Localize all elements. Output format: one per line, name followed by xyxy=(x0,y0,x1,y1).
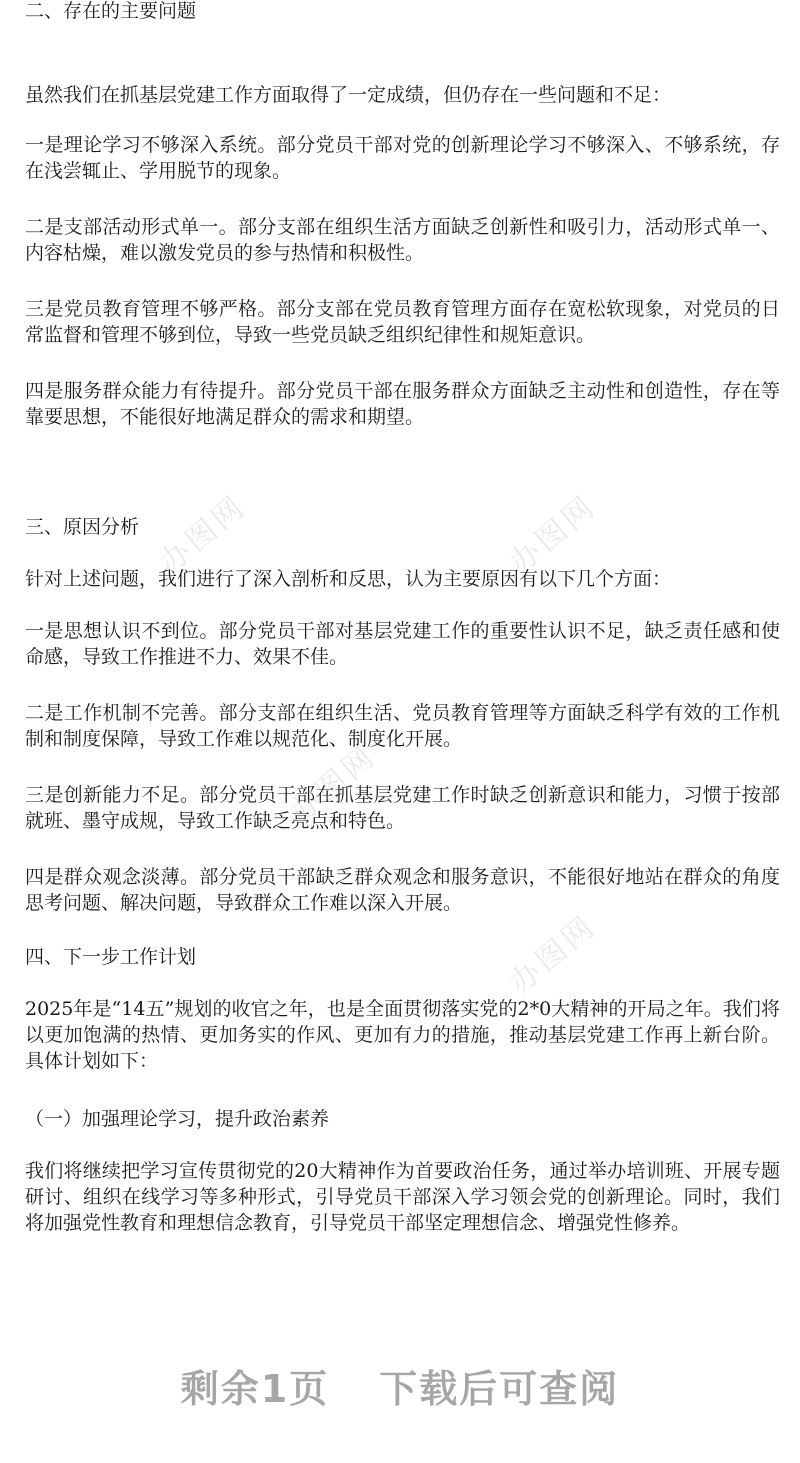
watermark-text: 办图网 xyxy=(502,488,604,581)
plan-sub-heading: （一）加强理论学习，提升政治素养 xyxy=(25,1108,330,1130)
watermark-text: 办图网 xyxy=(152,488,254,581)
plan-sub-text: 我们将继续把学习宣传贯彻党的20大精神作为首要政治任务，通过举办培训班、开展专题研讨、组织在线学习等多种形式，引导党员干部深入学习领会党的创新理论。同时，我们将加强党性教育和理想信念教育，引导党员干部坚定理想信念、增强党性修养。 xyxy=(25,1160,780,1234)
section-heading-causes: 三、原因分析 xyxy=(25,516,140,538)
cause-item-1: 一是思想认识不到位。部分党员干部对基层党建工作的重要性认识不足，缺乏责任感和使命感，导致工作推进不力、效果不佳。 xyxy=(25,620,780,668)
plan-intro: 2025年是“14五”规划的收官之年，也是全面贯彻落实党的2*0大精神的开局之年。我们将以更加饱满的热情、更加务实的作风、更加有力的措施，推动基层党建工作再上新台阶。具体计划如下： xyxy=(25,998,780,1072)
cause-item-4: 四是群众观念淡薄。部分党员干部缺乏群众观念和服务意识，不能很好地站在群众的角度思考问题、解决问题，导致群众工作难以深入开展。 xyxy=(25,866,780,914)
problem-item-2: 二是支部活动形式单一。部分支部在组织生活方面缺乏创新性和吸引力，活动形式单一、内容枯燥，难以激发党员的参与热情和积极性。 xyxy=(25,216,780,264)
download-to-view-label: 下载后可查阅 xyxy=(379,1367,620,1411)
problems-intro: 虽然我们在抓基层党建工作方面取得了一定成绩，但仍存在一些问题和不足： xyxy=(25,84,672,106)
section-heading-plan: 四、下一步工作计划 xyxy=(25,946,197,968)
cause-item-2: 二是工作机制不完善。部分支部在组织生活、党员教育管理等方面缺乏科学有效的工作机制和制度保障，导致工作难以规范化、制度化开展。 xyxy=(25,702,780,750)
section-heading-problems: 二、存在的主要问题 xyxy=(25,0,197,22)
causes-intro: 针对上述问题，我们进行了深入剖析和反思，认为主要原因有以下几个方面： xyxy=(25,568,672,590)
problem-item-1: 一是理论学习不够深入系统。部分党员干部对党的创新理论学习不够深入、不够系统，存在浅尝辄止、学用脱节的现象。 xyxy=(25,134,780,182)
watermark-text: 办图网 xyxy=(282,738,384,831)
watermark-text: 办图网 xyxy=(502,908,604,1001)
download-prompt xyxy=(0,1358,800,1413)
problem-item-3: 三是党员教育管理不够严格。部分支部在党员教育管理方面存在宽松软现象，对党员的日常监督和管理不够到位，导致一些党员缺乏组织纪律性和规矩意识。 xyxy=(25,298,780,346)
remaining-pages-label: 剩余1页 xyxy=(180,1367,330,1411)
problem-item-4: 四是服务群众能力有待提升。部分党员干部在服务群众方面缺乏主动性和创造性，存在等靠要思想，不能很好地满足群众的需求和期望。 xyxy=(25,380,780,428)
cause-item-3: 三是创新能力不足。部分党员干部在抓基层党建工作时缺乏创新意识和能力，习惯于按部就班、墨守成规，导致工作缺乏亮点和特色。 xyxy=(25,784,780,832)
